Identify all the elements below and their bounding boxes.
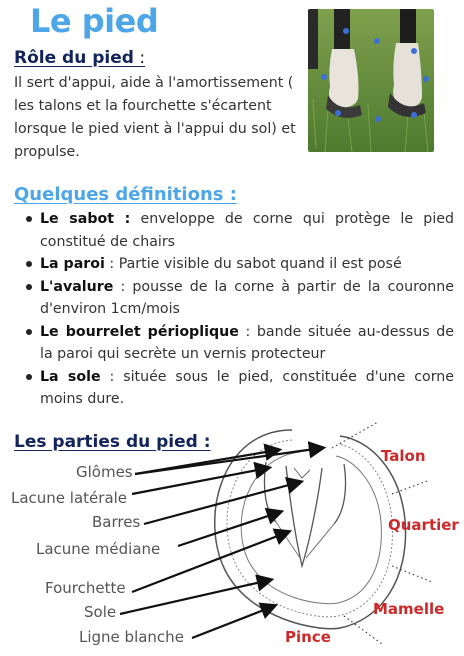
label-sole: Sole (84, 603, 117, 621)
list-item (26, 253, 454, 276)
list-item (26, 208, 454, 253)
frog-shape (286, 466, 322, 566)
label-glomes: Glômes (76, 463, 133, 481)
label-talon: Talon (381, 447, 426, 465)
list-item (26, 276, 454, 321)
definition-term: Le bourrelet périoplique (40, 323, 239, 340)
definitions-heading: Quelques définitions : (14, 184, 237, 205)
label-quartier: Quartier (388, 516, 459, 534)
label-mamelle: Mamelle (373, 600, 445, 618)
definition-text: : située sous le pied, constituée d'une corne moins dure. (40, 368, 454, 407)
definition-text: enveloppe de corne qui protège le pied constitué de chairs (40, 211, 454, 250)
role-heading-text: Rôle du pied (14, 48, 134, 68)
role-heading-colon: : (133, 48, 146, 68)
label-barres: Barres (92, 513, 141, 531)
role-heading (14, 48, 145, 68)
definition-term: Le sabot : (40, 211, 131, 227)
label-lacune-laterale: Lacune latérale (11, 489, 128, 507)
role-description: Il sert d'appui, aide à l'amortissement ( les talons et la fourchette s'écartent lorsque le pied vient à l'appui du sol) et propulse. (14, 75, 296, 160)
label-ligne-blanche: Ligne blanche (79, 628, 184, 646)
list-item (26, 366, 454, 411)
list-item (26, 321, 454, 366)
definition-text: : bande située au-dessus de la paroi qui secrète un vernis protecteur (40, 323, 454, 362)
definition-term: La paroi (40, 256, 105, 272)
parts-heading-colon: : (197, 432, 211, 452)
definition-term: La sole (40, 368, 101, 385)
definition-text: : Partie visible du sabot quand il est posé (104, 256, 402, 272)
label-lacune-mediane: Lacune médiane (36, 540, 161, 558)
page-title: Le pied (30, 2, 159, 40)
horse-legs-photo (308, 9, 434, 152)
definitions-list (26, 208, 454, 411)
label-pince: Pince (285, 628, 331, 646)
parts-heading-text: Les parties du pied (14, 432, 198, 452)
definition-text: : pousse de la corne à partir de la couronne d'environ 1cm/mois (40, 278, 454, 317)
definition-term: L'avalure (40, 278, 114, 295)
label-fourchette: Fourchette (45, 579, 126, 597)
